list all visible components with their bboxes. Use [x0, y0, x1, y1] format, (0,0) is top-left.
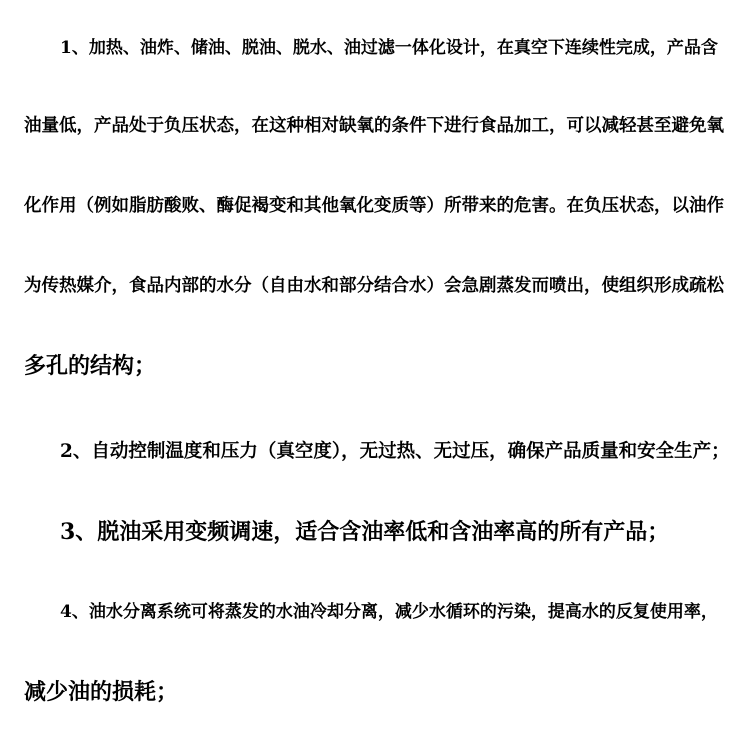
paragraph-1-line-1: 1、加热、油炸、储油、脱油、脱水、油过滤一体化设计，在真空下连续性完成，产品含 [60, 38, 718, 58]
paragraph-4-line-1: 4、油水分离系统可将蒸发的水油冷却分离，减少水循环的污染，提高水的反复使用率， [60, 602, 718, 622]
paragraph-2: 2、自动控制温度和压力（真空度），无过热、无过压，确保产品质量和安全生产； [60, 441, 730, 462]
paragraph-1-line-5: 多孔的结构； [24, 353, 157, 379]
paragraph-1-line-4: 为传热媒介，食品内部的水分（自由水和部分结合水）会急剧蒸发而喷出，使组织形成疏松 [24, 276, 724, 296]
paragraph-1-line-3: 化作用（例如脂肪酸败、酶促褐变和其他氧化变质等）所带来的危害。在负压状态，以油作 [24, 196, 724, 216]
paragraph-4-line-2: 减少油的损耗； [24, 679, 179, 705]
paragraph-3: 3、脱油采用变频调速，适合含油率低和含油率高的所有产品； [60, 519, 670, 545]
paragraph-1-line-2: 油量低，产品处于负压状态，在这种相对缺氧的条件下进行食品加工，可以减轻甚至避免氧 [24, 116, 724, 136]
